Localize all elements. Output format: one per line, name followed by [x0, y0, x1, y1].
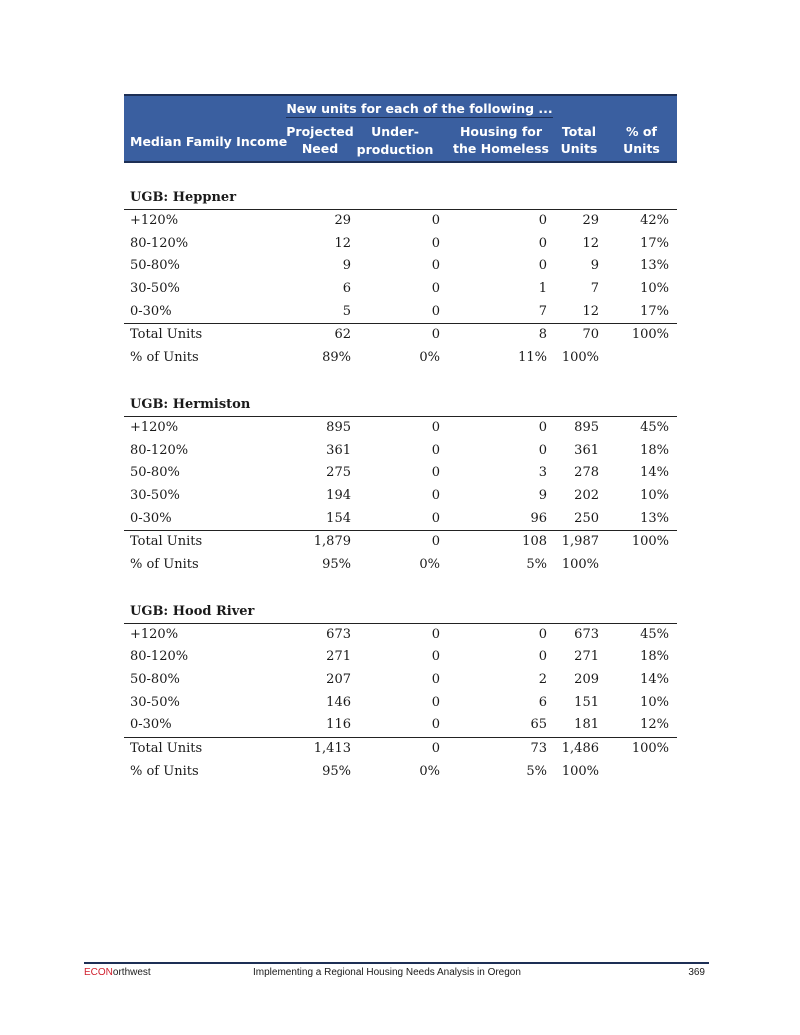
underproduction-header: Under- production [356, 124, 434, 157]
income-band-cell: % of Units [130, 763, 199, 779]
income-band-cell: 0-30% [130, 303, 172, 319]
homeless-cell: 2 [538, 672, 547, 687]
table-row [124, 646, 677, 669]
income-band-cell: 0-30% [130, 717, 172, 733]
total-row [124, 737, 677, 761]
total-units-cell: 9 [590, 258, 599, 274]
percent-units-cell: 45% [640, 419, 669, 435]
total-units-cell: 895 [574, 419, 599, 435]
homeless-cell: 0 [538, 626, 547, 642]
homeless-cell: 73 [530, 741, 547, 757]
projected-need-cell: 361 [326, 442, 351, 458]
table-header [124, 94, 677, 163]
income-band-cell: 30-50% [130, 487, 180, 503]
underproduction-cell: 0 [431, 235, 440, 251]
percent-units-cell: 17% [640, 235, 669, 251]
table-body [124, 187, 677, 783]
homeless-cell: 0 [538, 258, 547, 274]
projected-need-cell: 5 [342, 303, 351, 319]
table-row [124, 440, 677, 463]
total-units-cell: 29 [582, 213, 599, 228]
homeless-cell: 1 [538, 281, 547, 297]
projected-need-cell: 6 [342, 281, 351, 297]
percent-units-cell: 42% [640, 213, 669, 228]
income-band-cell: 30-50% [130, 281, 180, 297]
projected-need-cell: 207 [326, 672, 351, 687]
total-units-cell: 673 [574, 626, 599, 642]
percent-units-cell: 100% [631, 534, 669, 550]
income-band-cell: 80-120% [130, 649, 189, 665]
total-units-cell: 12 [582, 235, 599, 251]
income-band-cell: 50-80% [130, 672, 180, 687]
group-header: New units for each of the following ... [286, 101, 553, 116]
table-row [124, 462, 677, 485]
table-row [124, 669, 677, 692]
percent-row [124, 761, 677, 784]
percent-units-cell: 17% [640, 303, 669, 319]
table-row [124, 210, 677, 233]
homeless-cell: 5% [526, 556, 547, 572]
homeless-cell: 96 [530, 510, 547, 526]
percent-row [124, 554, 677, 577]
homeless-cell: 6 [538, 694, 547, 710]
percent-units-cell: 18% [640, 442, 669, 458]
projected-need-cell: 9 [342, 258, 351, 274]
homeless-cell: 7 [538, 303, 547, 319]
section-title: UGB: Heppner [124, 187, 677, 210]
econorthwest-logo: ECONorthwest [84, 967, 151, 978]
projected-need-cell: 895 [326, 419, 351, 435]
table-row [124, 233, 677, 256]
homeless-cell: 0 [538, 213, 547, 228]
table-row [124, 692, 677, 715]
total-units-cell: 209 [574, 672, 599, 687]
table-row [124, 714, 677, 737]
table-row [124, 508, 677, 531]
total-units-cell: 151 [574, 694, 599, 710]
percent-units-cell: 10% [640, 694, 669, 710]
income-band-cell: 30-50% [130, 694, 180, 710]
income-band-cell: % of Units [130, 350, 199, 366]
total-units-cell: 100% [561, 763, 599, 779]
underproduction-cell: 0 [431, 694, 440, 710]
total-units-cell: 278 [574, 465, 599, 481]
projected-need-cell: 673 [326, 626, 351, 642]
underproduction-cell: 0 [431, 534, 440, 550]
percent-units-cell: 12% [640, 717, 669, 733]
percent-units-cell: 100% [631, 327, 669, 343]
homeless-cell: 8 [538, 327, 547, 343]
table-row [124, 255, 677, 278]
underproduction-cell: 0 [431, 649, 440, 665]
total-units-cell: 1,486 [561, 741, 599, 757]
projected-need-cell: 89% [322, 350, 351, 366]
table-row [124, 417, 677, 440]
total-units-cell: 12 [582, 303, 599, 319]
table-row [124, 624, 677, 647]
total-units-cell: 70 [582, 327, 599, 343]
homeless-cell: 0 [538, 649, 547, 665]
percent-units-cell: 13% [640, 510, 669, 526]
total-units-cell: 271 [574, 649, 599, 665]
homeless-cell: 108 [522, 534, 547, 550]
projected-need-cell: 12 [334, 235, 351, 251]
underproduction-cell: 0 [431, 741, 440, 757]
total-units-header: Total Units [560, 124, 598, 156]
underproduction-cell: 0% [419, 763, 440, 779]
percent-row [124, 347, 677, 370]
income-band-cell: +120% [130, 419, 179, 435]
total-units-cell: 100% [561, 350, 599, 366]
underproduction-cell: 0 [431, 442, 440, 458]
homeless-housing-header: Housing for the Homeless [453, 124, 549, 156]
income-band-cell: Total Units [130, 327, 203, 343]
percent-units-cell: 18% [640, 649, 669, 665]
total-units-cell: 181 [574, 717, 599, 733]
homeless-cell: 65 [530, 717, 547, 733]
projected-need-header: Projected Need [286, 124, 354, 156]
table-section [124, 394, 677, 577]
projected-need-cell: 271 [326, 649, 351, 665]
total-units-cell: 202 [574, 487, 599, 503]
percent-units-cell: 14% [640, 465, 669, 481]
percent-units-cell: 10% [640, 281, 669, 297]
table-row [124, 485, 677, 508]
total-units-cell: 250 [574, 510, 599, 526]
projected-need-cell: 275 [326, 465, 351, 481]
underproduction-cell: 0 [431, 303, 440, 319]
underproduction-cell: 0% [419, 350, 440, 366]
section-title: UGB: Hermiston [124, 394, 677, 417]
underproduction-cell: 0 [431, 626, 440, 642]
housing-needs-table [124, 94, 677, 783]
projected-need-cell: 116 [326, 717, 351, 733]
underproduction-cell: 0 [431, 213, 440, 228]
total-row [124, 530, 677, 554]
table-row [124, 278, 677, 301]
underproduction-cell: 0 [431, 258, 440, 274]
income-band-cell: % of Units [130, 556, 199, 572]
underproduction-cell: 0 [431, 672, 440, 687]
percent-units-cell: 13% [640, 258, 669, 274]
underproduction-cell: 0% [419, 556, 440, 572]
income-band-cell: 50-80% [130, 258, 180, 274]
underproduction-cell: 0 [431, 281, 440, 297]
page-number: 369 [688, 967, 705, 978]
percent-units-cell: 45% [640, 626, 669, 642]
projected-need-cell: 154 [326, 510, 351, 526]
total-units-cell: 361 [574, 442, 599, 458]
projected-need-cell: 95% [322, 556, 351, 572]
income-band-cell: 80-120% [130, 235, 189, 251]
percent-units-cell: 100% [631, 741, 669, 757]
underproduction-cell: 0 [431, 327, 440, 343]
median-family-income-header: Median Family Income [130, 134, 288, 149]
homeless-cell: 0 [538, 235, 547, 251]
income-band-cell: Total Units [130, 741, 203, 757]
table-section [124, 187, 677, 370]
total-units-cell: 1,987 [561, 534, 599, 550]
projected-need-cell: 29 [334, 213, 351, 228]
projected-need-cell: 146 [326, 694, 351, 710]
projected-need-cell: 62 [334, 327, 351, 343]
total-row [124, 323, 677, 347]
percent-units-cell: 10% [640, 487, 669, 503]
underproduction-cell: 0 [431, 465, 440, 481]
income-band-cell: 80-120% [130, 442, 189, 458]
percent-units-header: % of Units [623, 124, 660, 156]
homeless-cell: 9 [538, 487, 547, 503]
total-units-cell: 7 [590, 281, 599, 297]
section-title: UGB: Hood River [124, 601, 677, 624]
underproduction-cell: 0 [431, 487, 440, 503]
underproduction-cell: 0 [431, 510, 440, 526]
percent-units-cell: 14% [640, 672, 669, 687]
homeless-cell: 3 [538, 465, 547, 481]
underproduction-cell: 0 [431, 419, 440, 435]
projected-need-cell: 194 [326, 487, 351, 503]
page-footer [84, 962, 709, 980]
table-section [124, 601, 677, 784]
group-header-rule [286, 117, 553, 118]
total-units-cell: 100% [561, 556, 599, 572]
homeless-cell: 0 [538, 419, 547, 435]
underproduction-cell: 0 [431, 717, 440, 733]
homeless-cell: 5% [526, 763, 547, 779]
homeless-cell: 0 [538, 442, 547, 458]
income-band-cell: +120% [130, 213, 179, 228]
table-row [124, 301, 677, 324]
homeless-cell: 11% [518, 350, 547, 366]
projected-need-cell: 1,413 [313, 741, 351, 757]
income-band-cell: 0-30% [130, 510, 172, 526]
income-band-cell: Total Units [130, 534, 203, 550]
income-band-cell: 50-80% [130, 465, 180, 481]
projected-need-cell: 95% [322, 763, 351, 779]
projected-need-cell: 1,879 [313, 534, 351, 550]
income-band-cell: +120% [130, 626, 179, 642]
document-title: Implementing a Regional Housing Needs Analysis in Oregon [253, 967, 521, 978]
